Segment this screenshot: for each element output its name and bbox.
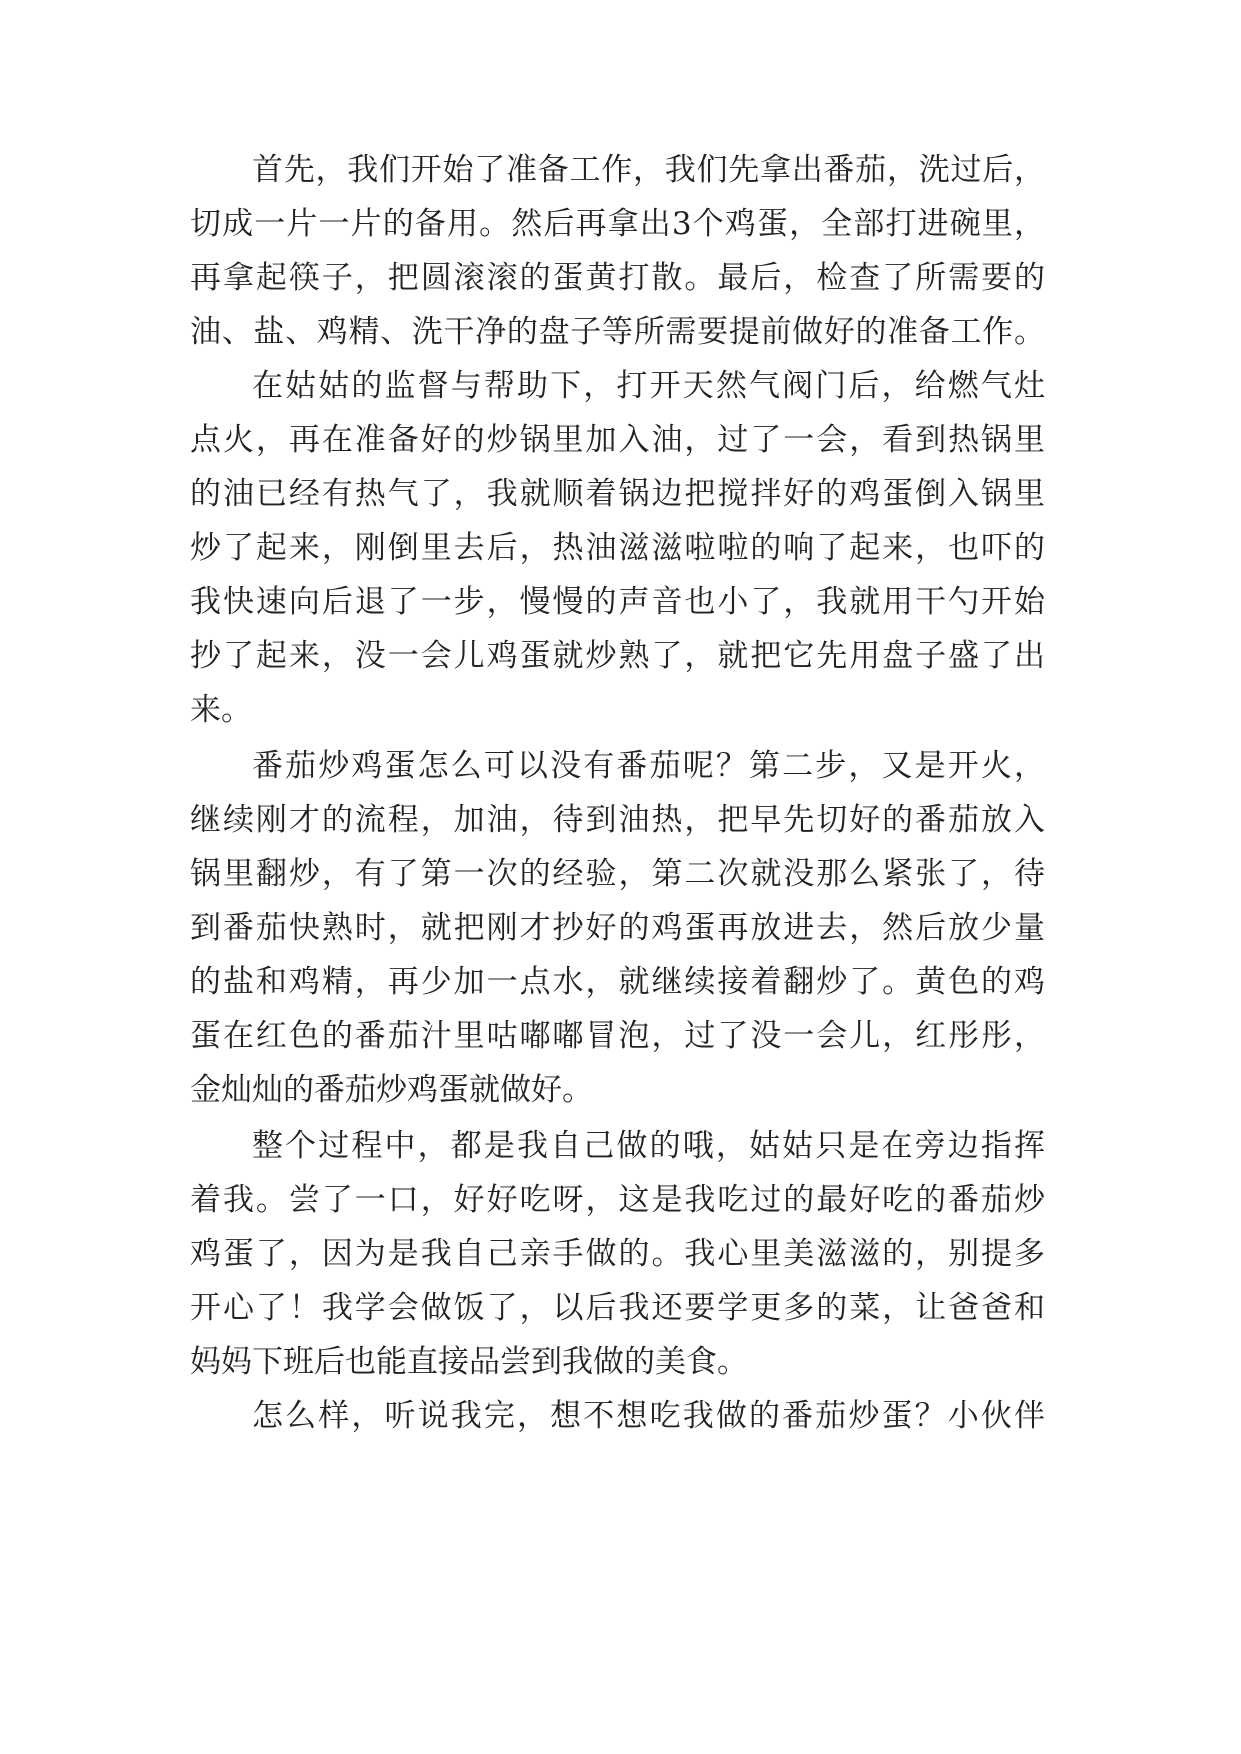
paragraph-3-line-7: 金灿灿的番茄炒鸡蛋就做好。 — [190, 1072, 593, 1108]
paragraph-2-line-4: 炒了起来，刚倒里去后，热油滋滋啦啦的响了起来，也吓的 — [190, 530, 1045, 566]
paragraph-3-line-6: 蛋在红色的番茄汁里咕嘟嘟冒泡，过了没一会儿，红彤彤， — [190, 1018, 1045, 1054]
paragraph-4-line-3: 鸡蛋了，因为是我自己亲手做的。我心里美滋滋的，别提多 — [190, 1236, 1045, 1272]
paragraph-3-line-5: 的盐和鸡精，再少加一点水，就继续接着翻炒了。黄色的鸡 — [190, 964, 1045, 1000]
paragraph-4-line-4: 开心了！我学会做饭了，以后我还要学更多的菜，让爸爸和 — [190, 1290, 1045, 1326]
paragraph-2-line-6: 抄了起来，没一会儿鸡蛋就炒熟了，就把它先用盘子盛了出 — [190, 638, 1045, 674]
paragraph-3-line-2: 继续刚才的流程，加油，待到油热，把早先切好的番茄放入 — [190, 802, 1045, 838]
paragraph-4-line-2: 着我。尝了一口，好好吃呀，这是我吃过的最好吃的番茄炒 — [190, 1182, 1045, 1218]
paragraph-3-line-3: 锅里翻炒，有了第一次的经验，第二次就没那么紧张了，待 — [190, 856, 1045, 892]
paragraph-2-line-7: 来。 — [190, 692, 252, 728]
paragraph-2-line-5: 我快速向后退了一步，慢慢的声音也小了，我就用干勺开始 — [190, 584, 1045, 620]
paragraph-4-line-5: 妈妈下班后也能直接品尝到我做的美食。 — [190, 1344, 748, 1380]
paragraph-2-line-1: 在姑姑的监督与帮助下，打开天然气阀门后，给燃气灶 — [252, 368, 1045, 404]
paragraph-1-line-4: 油、盐、鸡精、洗干净的盘子等所需要提前做好的准备工作。 — [190, 314, 1045, 350]
paragraph-5-line-1: 怎么样，听说我完，想不想吃我做的番茄炒蛋？小伙伴 — [252, 1398, 1045, 1434]
paragraph-4-line-1: 整个过程中，都是我自己做的哦，姑姑只是在旁边指挥 — [252, 1128, 1045, 1164]
paragraph-2-line-2: 点火，再在准备好的炒锅里加入油，过了一会，看到热锅里 — [190, 422, 1045, 458]
paragraph-3-line-1: 番茄炒鸡蛋怎么可以没有番茄呢？第二步，又是开火， — [252, 748, 1045, 784]
paragraph-1-line-3: 再拿起筷子，把圆滚滚的蛋黄打散。最后，检查了所需要的 — [190, 260, 1045, 296]
paragraph-2-line-3: 的油已经有热气了，我就顺着锅边把搅拌好的鸡蛋倒入锅里 — [190, 476, 1045, 512]
paragraph-1-line-1: 首先，我们开始了准备工作，我们先拿出番茄，洗过后， — [252, 152, 1045, 188]
paragraph-3-line-4: 到番茄快熟时，就把刚才抄好的鸡蛋再放进去，然后放少量 — [190, 910, 1045, 946]
paragraph-1-line-2: 切成一片一片的备用。然后再拿出3个鸡蛋，全部打进碗里， — [190, 206, 1045, 242]
